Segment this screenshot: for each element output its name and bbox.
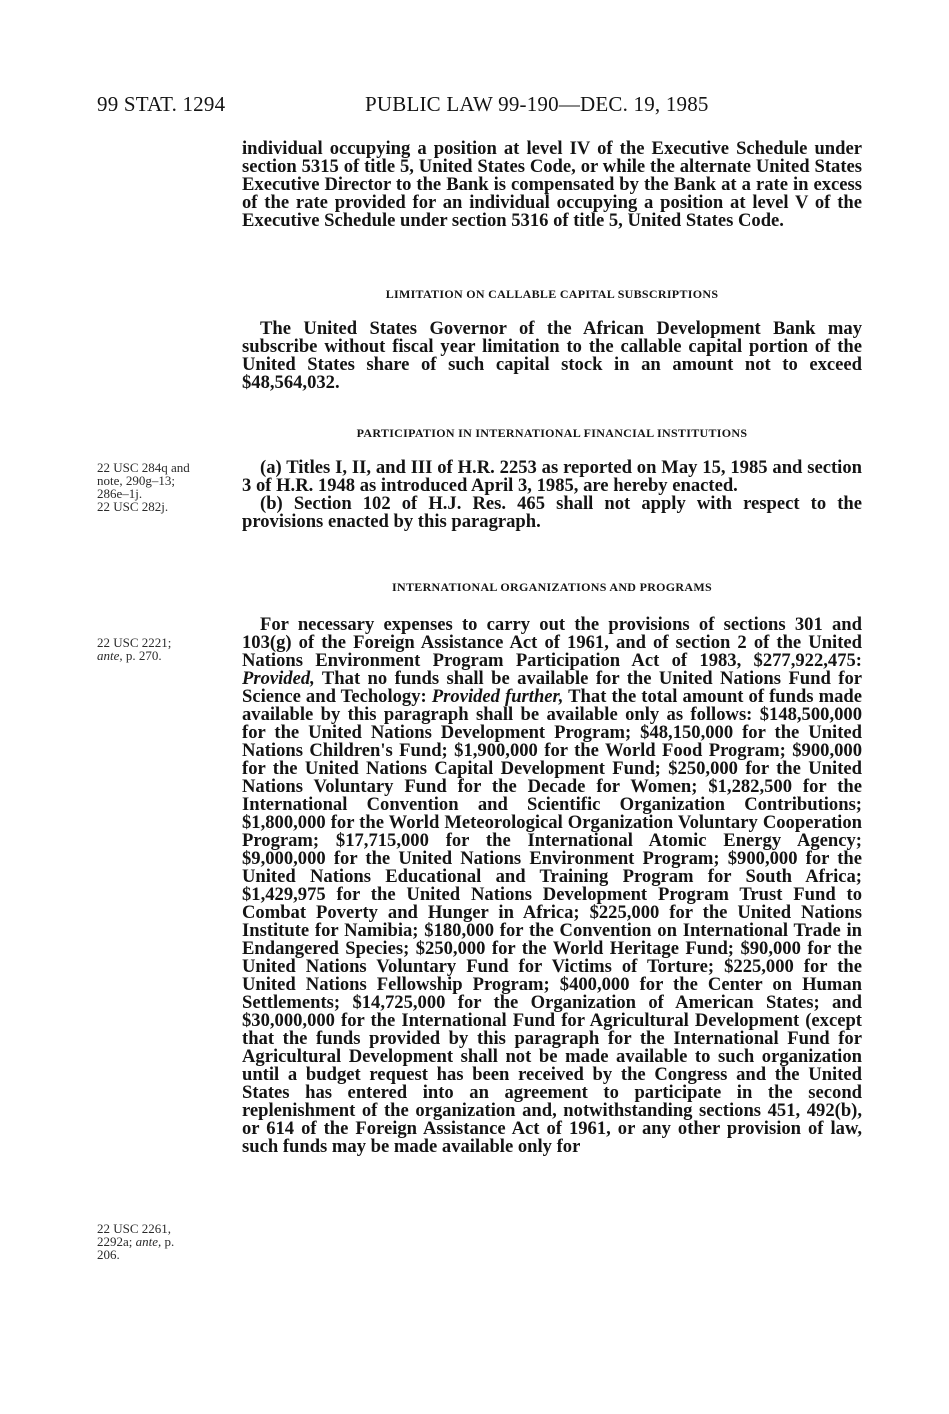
provided-further-proviso: Provided further, xyxy=(431,686,564,707)
intl-orgs-margin-note-2 xyxy=(97,1222,232,1261)
public-law-date: PUBLIC LAW 99-190—DEC. 19, 1985 xyxy=(365,92,709,116)
intl-orgs-text xyxy=(242,616,862,1156)
continuation-paragraph xyxy=(242,140,862,230)
intl-orgs-section xyxy=(242,616,862,1156)
intl-orgs-margin-note-1 xyxy=(97,636,232,662)
ante-label: ante, xyxy=(135,1234,162,1249)
callable-capital-heading: LIMITATION ON CALLABLE CAPITAL SUBSCRIPTIONS xyxy=(385,287,719,301)
margin-note-line: 22 USC 2221; xyxy=(97,635,172,650)
margin-note-line: 22 USC 282j. xyxy=(97,499,169,514)
participation-para-a: (a) Titles I, II, and III of H.R. 2253 as reported on May 15, 1985 and section 3 of H.R. 1948 as introduced April 3, 1985, are hereby enacted. xyxy=(242,457,862,496)
margin-note-line: 22 USC 284q and xyxy=(97,460,190,475)
intl-orgs-text-part: For necessary expenses to carry out the provisions of sections 301 and 103(g) of the Foreign Assistance Act of 1961, and of section 2 of the United Nations Environment Program Participation Act of 1983, $277,922,475: xyxy=(242,614,862,671)
callable-capital-section xyxy=(242,320,862,392)
margin-note-line: 206. xyxy=(97,1247,120,1262)
margin-note-line: 286e–1j. xyxy=(97,486,143,501)
participation-para-b: (b) Section 102 of H.J. Res. 465 shall not apply with respect to the provisions enacted by this paragraph. xyxy=(242,493,862,532)
ante-page: p. 270. xyxy=(122,648,162,663)
participation-section xyxy=(242,459,862,531)
margin-note-line: 22 USC 2261, xyxy=(97,1221,172,1236)
participation-margin-note xyxy=(97,461,232,513)
margin-note-line: note, 290g–13; xyxy=(97,473,175,488)
intl-orgs-text-part: That the total amount of funds made available by this paragraph shall be available only as follows: $148,500,000 for the United Nations Development Program; $48,150,000 for the United Nations Children's Fund; $1,900,000 for the World Food Program; $900,000 for the United Nations Capital Development Fund; $250,000 for the United Nations Voluntary Fund for the Decade for Women; $1,282,500 for the International Convention and Scientific Organization Contributions; $1,800,000 for the World Meteorological Organization Voluntary Cooperation Program; $17,715,000 for the International Atomic Energy Agency; $9,000,000 for the United Nations Environment Program; $900,000 for the United Nations Educational and Training Program for South Africa; $1,429,975 for the United Nations Development Program Trust Fund to Combat Poverty and Hunger in Africa; $225,000 for the United Nations Institute for Namibia; $180,000 for the Convention on International Trade in Endangered Species; $250,000 for the World Heritage Fund; $90,000 for the United Nations Voluntary Fund for Victims of Torture; $225,000 for the United Nations Fellowship Program; $400,000 for the Center on Human Settlements; $14,725,000 for the Organization of American States; and $30,000,000 for the International Fund for Agricultural Development (except that the funds provided by this paragraph for the International Fund for Agricultural Development shall not be made available to such organization until a budget request has been received by the Congress and the United States has entered into an agreement to participate in the second replenishment of the organization and, notwithstanding sections 451, 492(b), or 614 of the Foreign Assistance Act of 1961, or any other provision of law, such funds may be made available only for xyxy=(242,686,862,1157)
margin-note-text: 2292a; xyxy=(97,1234,136,1249)
provided-proviso: Provided, xyxy=(242,668,315,689)
intl-orgs-heading: INTERNATIONAL ORGANIZATIONS AND PROGRAMS xyxy=(392,580,712,594)
margin-note-line xyxy=(97,649,232,662)
margin-note-text: p. xyxy=(161,1234,175,1249)
stat-page-number: 99 STAT. 1294 xyxy=(97,92,226,116)
ante-label: ante, xyxy=(97,648,123,663)
participation-heading: PARTICIPATION IN INTERNATIONAL FINANCIAL INSTITUTIONS xyxy=(356,426,748,440)
intl-orgs-text-part: That no funds shall be available for the United Nations Fund for Science and Techology: xyxy=(242,668,862,707)
callable-capital-text: The United States Governor of the African Development Bank may subscribe without fiscal year limitation to the callable capital portion of the United States share of such capital stock in an amount not to exceed $48,564,032. xyxy=(242,318,862,393)
continuation-text: individual occupying a position at level IV of the Executive Schedule under section 5315 of title 5, United States Code, or while the alternate United States Executive Director to the Bank is compensated by the Bank at a rate in excess of the rate provided for an individual occupying a position at level V of the Executive Schedule under section 5316 of title 5, United States Code. xyxy=(242,138,862,231)
